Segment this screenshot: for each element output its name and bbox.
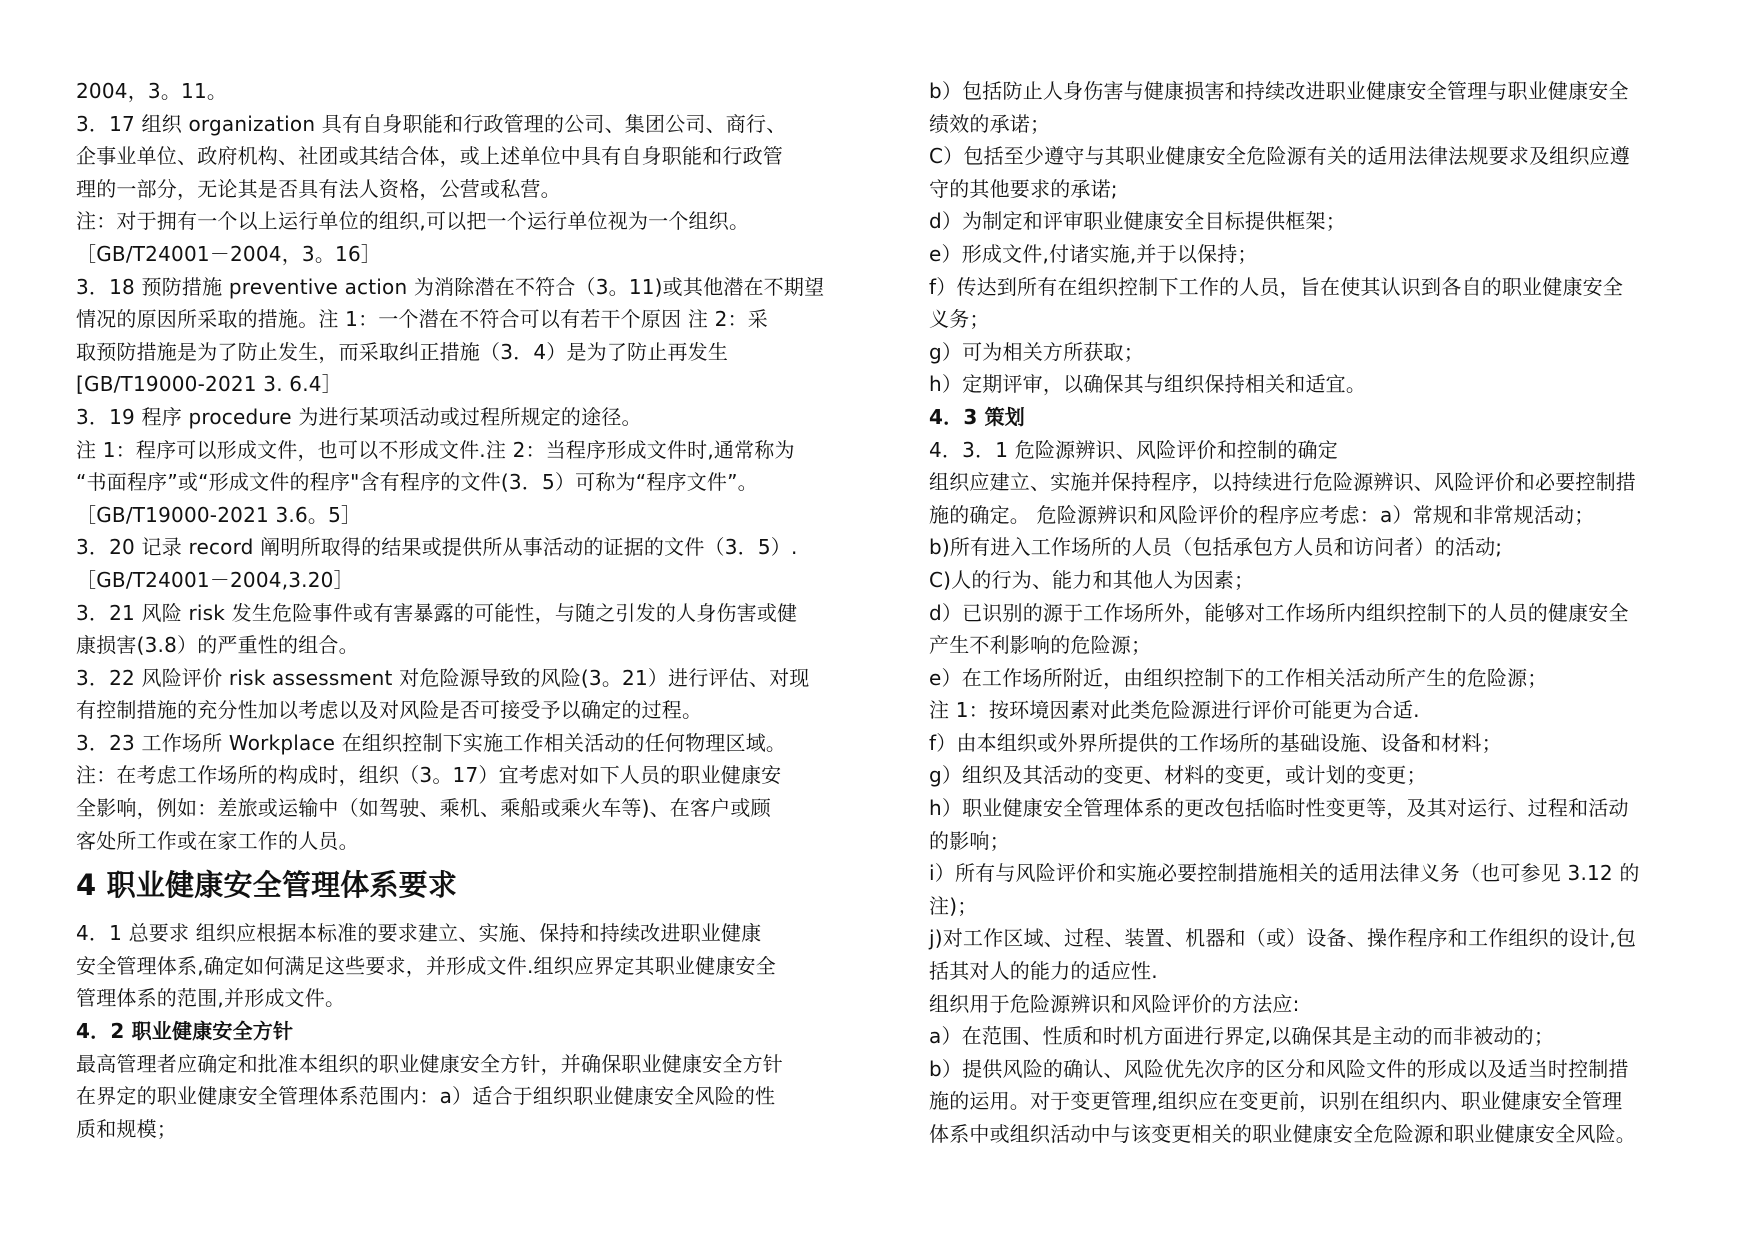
text-line: 企事业单位、政府机构、社团或其结合体，或上述单位中具有自身职能和行政管 xyxy=(76,144,783,169)
text-line: 3．17 组织 organization 具有自身职能和行政管理的公司、集团公司、商行、 xyxy=(76,111,787,136)
text-line: 体系中或组织活动中与该变更相关的职业健康安全危险源和职业健康安全风险。 xyxy=(929,1122,1636,1146)
text-line: h）职业健康安全管理体系的更改包括临时性变更等，及其对运行、过程和活动 xyxy=(929,796,1629,821)
text-line: 组织用于危险源辨识和风险评价的方法应: xyxy=(929,991,1300,1016)
text-line: d）已识别的源于工作场所外，能够对工作场所内组织控制下的人员的健康安全 xyxy=(929,600,1629,625)
subsection-heading: 4．2 职业健康安全方针 xyxy=(76,1019,294,1044)
text-line: 3．22 风险评价 risk assessment 对危险源导致的风险(3。21）进行评估、对现 xyxy=(76,665,810,690)
text-line: e）形成文件,付诸实施,并于以保持； xyxy=(929,241,1258,266)
text-line: C)人的行为、能力和其他人为因素； xyxy=(929,567,1255,592)
text-line: 质和规模； xyxy=(76,1116,177,1141)
text-line: f）传达到所有在组织控制下工作的人员，旨在使其认识到各自的职业健康安全 xyxy=(929,274,1624,299)
text-line: b)所有进入工作场所的人员（包括承包方人员和访问者）的活动; xyxy=(929,535,1503,560)
text-line: 守的其他要求的承诺; xyxy=(929,176,1118,201)
text-line: 注 1：程序可以形成文件，也可以不形成文件.注 2：当程序形成文件时,通常称为 xyxy=(76,437,795,462)
text-line: 2004，3。11。 xyxy=(76,79,228,103)
subsection-heading: 4．3 策划 xyxy=(929,404,1025,429)
text-line: 安全管理体系,确定如何满足这些要求，并形成文件.组织应界定其职业健康安全 xyxy=(76,953,776,978)
text-line: 注：在考虑工作场所的构成时，组织（3。17）宜考虑对如下人员的职业健康安 xyxy=(76,763,782,788)
text-line: 4．3．1 危险源辨识、风险评价和控制的确定 xyxy=(929,437,1338,462)
left-column xyxy=(76,75,846,1145)
text-line: 有控制措施的充分性加以考虑以及对风险是否可接受予以确定的过程。 xyxy=(76,698,703,723)
text-line: 括其对人的能力的适应性. xyxy=(929,959,1158,984)
text-line: 的影响； xyxy=(929,828,1010,853)
text-line: 产生不利影响的危险源； xyxy=(929,633,1152,658)
text-line: [GB/T19000-2021 3. 6.4］ xyxy=(76,372,342,397)
text-line: 3．20 记录 record 阐明所取得的结果或提供所从事活动的证据的文件（3．5）. xyxy=(76,535,798,560)
text-line: 注 1：按环境因素对此类危险源进行评价可能更为合适. xyxy=(929,698,1420,723)
text-line: g）可为相关方所获取； xyxy=(929,339,1144,364)
text-line: 4．1 总要求 组织应根据本标准的要求建立、实施、保持和持续改进职业健康 xyxy=(76,921,762,946)
text-line: e）在工作场所附近，由组织控制下的工作相关活动所产生的危险源； xyxy=(929,665,1548,690)
text-line: g）组织及其活动的变更、材料的变更，或计划的变更； xyxy=(929,763,1427,788)
text-line: 理的一部分，无论其是否具有法人资格，公营或私营。 xyxy=(76,176,561,201)
text-line: 在界定的职业健康安全管理体系范围内：a）适合于组织职业健康安全风险的性 xyxy=(76,1084,776,1109)
text-line: 3．21 风险 risk 发生危险事件或有害暴露的可能性，与随之引发的人身伤害或健 xyxy=(76,600,798,625)
text-line: 组织应建立、实施并保持程序，以持续进行危险源辨识、风险评价和必要控制措 xyxy=(929,470,1636,495)
text-line: 施的运用。对于变更管理,组织应在变更前，识别在组织内、职业健康安全管理 xyxy=(929,1089,1623,1114)
text-line: f）由本组织或外界所提供的工作场所的基础设施、设备和材料； xyxy=(929,730,1502,755)
text-line: 客处所工作或在家工作的人员。 xyxy=(76,828,359,853)
text-line: 3．18 预防措施 preventive action 为消除潜在不符合（3。11)或其他潜在不期望 xyxy=(76,274,825,299)
text-line: i）所有与风险评价和实施必要控制措施相关的适用法律义务（也可参见 3.12 的 xyxy=(929,861,1640,886)
text-line: h）定期评审，以确保其与组织保持相关和适宜。 xyxy=(929,372,1367,397)
text-line: 情况的原因所采取的措施。注 1：一个潜在不符合可以有若干个原因 注 2：采 xyxy=(76,307,768,332)
text-line: 康损害(3.8）的严重性的组合。 xyxy=(76,633,359,658)
text-line: ［GB/T24001－2004,3.20］ xyxy=(76,567,354,592)
section-heading: 4 职业健康安全管理体系要求 xyxy=(76,868,458,903)
right-column xyxy=(929,75,1719,1151)
text-line: 注：对于拥有一个以上运行单位的组织,可以把一个运行单位视为一个组织。 xyxy=(76,209,750,234)
text-line: 全影响，例如：差旅或运输中（如驾驶、乘机、乘船或乘火车等)、在客户或顾 xyxy=(76,796,771,821)
left-lines-before xyxy=(76,75,846,857)
left-lines-after xyxy=(76,917,846,1145)
text-line: 绩效的承诺； xyxy=(929,111,1051,136)
text-line: b）提供风险的确认、风险优先次序的区分和风险文件的形成以及适当时控制措 xyxy=(929,1056,1629,1081)
text-line: b）包括防止人身伤害与健康损害和持续改进职业健康安全管理与职业健康安全 xyxy=(929,79,1629,103)
text-line: 施的确定。 危险源辨识和风险评价的程序应考虑：a）常规和非常规活动； xyxy=(929,502,1595,527)
text-line: j)对工作区域、过程、装置、机器和（或）设备、操作程序和工作组织的设计,包 xyxy=(929,926,1637,951)
text-line: a）在范围、性质和时机方面进行界定,以确保其是主动的而非被动的； xyxy=(929,1024,1555,1049)
text-line: “书面程序”或“形成文件的程序"含有程序的文件(3．5）可称为“程序文件”。 xyxy=(76,470,758,495)
text-line: 取预防措施是为了防止发生，而采取纠正措施（3．4）是为了防止再发生 xyxy=(76,339,729,364)
text-line: C）包括至少遵守与其职业健康安全危险源有关的适用法律法规要求及组织应遵 xyxy=(929,144,1630,169)
right-lines xyxy=(929,75,1719,1151)
text-line: 管理体系的范围,并形成文件。 xyxy=(76,986,346,1011)
text-line: ［GB/T24001－2004，3。16］ xyxy=(76,241,382,266)
text-line: 3．23 工作场所 Workplace 在组织控制下实施工作相关活动的任何物理区域。 xyxy=(76,730,787,755)
text-line: d）为制定和评审职业健康安全目标提供框架； xyxy=(929,209,1346,234)
text-line: ［GB/T19000-2021 3.6。5］ xyxy=(76,502,362,527)
text-line: 3．19 程序 procedure 为进行某项活动或过程所规定的途径。 xyxy=(76,404,642,429)
text-line: 最高管理者应确定和批准本组织的职业健康安全方针，并确保职业健康安全方针 xyxy=(76,1051,783,1076)
text-line: 义务； xyxy=(929,307,990,332)
text-line: 注)； xyxy=(929,893,978,918)
